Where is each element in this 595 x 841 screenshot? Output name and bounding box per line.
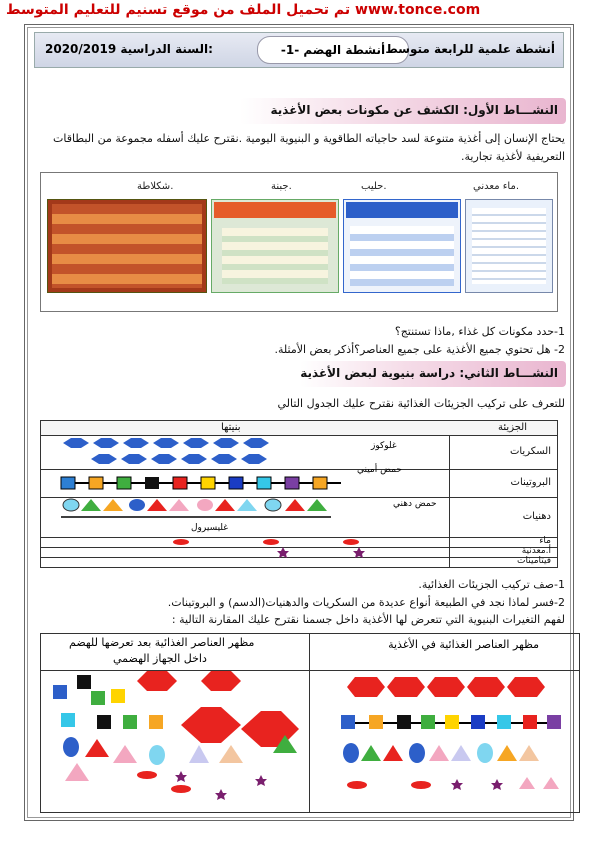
food-labels-panel — [40, 172, 558, 312]
chocolate-nutrition-card — [47, 199, 207, 293]
row-label-sugars: السكريات — [509, 446, 551, 457]
activity2-question2: 2-فسر لماذا نجد في الطبيعة أنواع عديدة من السكريات والدهنيات(الدسم) و البروتينات. — [167, 596, 565, 609]
card-label-chocolate: شكلاطة. — [137, 181, 174, 192]
digested-nutrients — [53, 671, 299, 800]
activity2-intro: للتعرف على تركيب الجزيئات الغذائية نقترح عليك الجدول التالي — [277, 397, 565, 410]
glycerol-label: غليسيرول — [191, 523, 228, 533]
activity1-text-line1: يحتاج الإنسان إلى أغذية متنوعة لسد حاجياته الطاقوية و البنيوية اليومية .نقترح عليك أسفله مجموعة من البطاقات — [53, 132, 565, 145]
activity1-title: النشـــاط الأول: الكشف عن مكونات بعض الأغذية — [270, 103, 558, 117]
milk-nutrition-card — [343, 199, 461, 293]
row-label-lipids: دهنيات — [522, 511, 551, 522]
water-nutrition-card — [465, 199, 553, 293]
activity2-intro2: لفهم التغيرات البنيوية التي تتعرض لها الأغذية داخل جسمنا نقترح عليك المقارنة التالية : — [171, 613, 565, 626]
watermark-text: تم تحميل الملف من موقع تسنيم للتعليم المتوسط www.tonce.com — [6, 2, 481, 18]
activity2-title-bar — [300, 361, 566, 387]
intact-nutrients — [341, 677, 561, 790]
row-label-minerals: أ.معدنية — [521, 546, 551, 556]
comparison-drawing — [41, 671, 579, 811]
protein-chain — [61, 477, 341, 489]
cheese-nutrition-card — [211, 199, 339, 293]
school-year: 2020/2019 السنة الدراسية: — [45, 42, 213, 56]
activity2-question1: 1-صف تركيب الجزيئات الغذائية. — [418, 578, 565, 591]
fatty-acid-label: حمض دهني — [393, 499, 437, 509]
cmp-header-digested-1: مظهر العناصر الغذائية بعد تعرضها للهضم — [69, 636, 255, 649]
card-label-cheese: جبنة. — [271, 181, 292, 192]
card-label-water: ماء معدني. — [473, 181, 520, 192]
watermark-banner — [0, 0, 595, 22]
row-label-proteins: البروتينات — [510, 477, 551, 488]
molecule-structure-table — [40, 420, 558, 568]
row-label-water: ماء — [539, 536, 551, 546]
col-header-molecule: الجزيئة — [498, 422, 527, 433]
glucose-chain — [63, 438, 269, 464]
row-label-vitamins: فيتامينات — [517, 556, 551, 566]
activity1-question2: 2- هل تحتوي جميع الأغذية على جميع العناصر؟أذكر بعض الأمثلة. — [274, 343, 565, 356]
glucose-label: غلوكوز — [371, 441, 397, 451]
cmp-header-digested-2: داخل الجهاز الهضمي — [113, 652, 207, 665]
molecule-structures-drawing — [41, 421, 449, 567]
col-header-structure: بنيتها — [221, 422, 241, 433]
lipid-structure — [61, 499, 331, 517]
water-molecules — [173, 539, 359, 545]
comparison-table — [40, 633, 580, 813]
cmp-header-intact: مظهر العناصر الغذائية في الأغذية — [388, 638, 539, 651]
mineral-stars — [277, 547, 365, 558]
activity1-question1: 1-حدد مكونات كل غذاء ,ماذا تستنتج؟ — [394, 325, 565, 338]
page-header — [34, 32, 564, 68]
course-title: أنشطة علمية للرابعة متوسط — [385, 42, 555, 56]
amino-acid-label: حمض أميني — [357, 465, 402, 475]
activity1-title-bar — [240, 98, 566, 124]
activity1-text-line2: التعريفية لأغذية تجارية. — [461, 150, 565, 163]
activity2-title: النشـــاط الثاني: دراسة بنيوية لبعض الأغذية — [300, 366, 558, 380]
card-label-milk: حليب. — [361, 181, 387, 192]
unit-title-text: -1- أنشطة الهضم — [280, 43, 386, 57]
